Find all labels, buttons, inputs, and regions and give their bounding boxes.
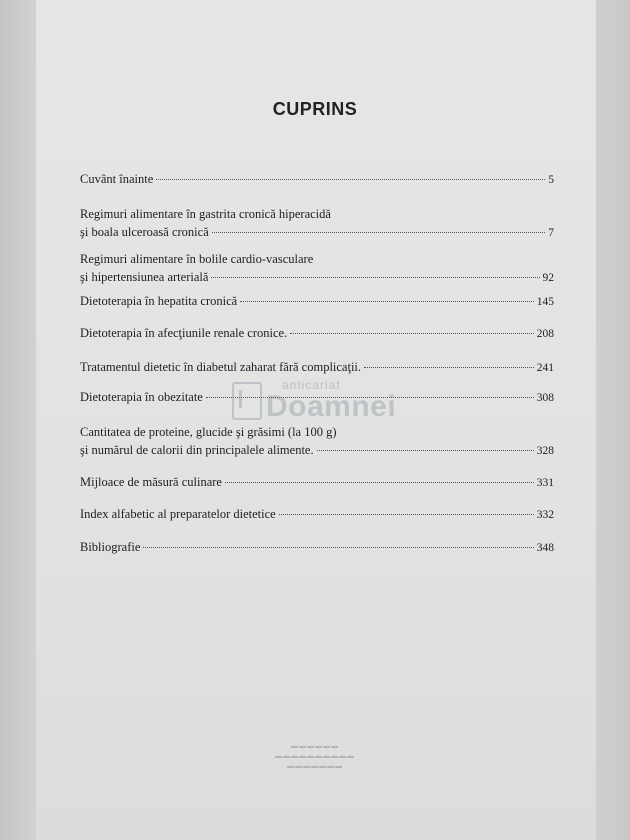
toc-entry-title: Dietoterapia în obezitate: [80, 390, 203, 404]
toc-entry: [80, 388, 554, 407]
dot-leader: [225, 482, 534, 483]
toc-entry-row: [80, 223, 554, 242]
toc-entry-title: Dietoterapia în afecţiunile renale cronice.: [80, 326, 288, 340]
toc-entry-title: şi numărul de calorii din principalele alimente.: [80, 443, 314, 457]
toc-entry-row: [80, 538, 554, 557]
dot-leader: [206, 397, 534, 398]
toc-entry-row: [80, 505, 554, 524]
watermark-big-text: Doamnei: [266, 390, 397, 423]
toc-page-number: 92: [542, 272, 554, 284]
toc-entry-title: Cuvânt înainte: [80, 172, 154, 186]
toc-entry-title: Bibliografie: [80, 540, 141, 554]
toc-entry: [80, 170, 554, 189]
toc-entry-row: [80, 170, 554, 189]
page-right-edge: [596, 0, 630, 840]
toc-entry-title: Tratamentul dietetic în diabetul zaharat fără complicaţii.: [80, 360, 362, 374]
dot-leader: [143, 547, 533, 548]
dot-leader: [156, 179, 545, 180]
toc-page-number: 328: [536, 445, 554, 457]
dot-leader: [317, 450, 534, 451]
toc-page-number: 208: [536, 328, 554, 340]
toc-entry: [80, 473, 554, 492]
watermark-small-text: anticariat: [282, 378, 341, 392]
toc-entry: [80, 358, 554, 377]
toc-entry-row: [80, 268, 554, 287]
toc-page-number: 5: [548, 174, 554, 186]
toc-entry: [80, 205, 554, 242]
toc-entry-row: [80, 473, 554, 492]
toc-entry-row: [80, 358, 554, 377]
dot-leader: [240, 301, 534, 302]
dot-leader: [211, 277, 539, 278]
toc-entry-title-line: Regimuri alimentare în bolile cardio-vasculare: [80, 252, 314, 266]
toc-entry-row: [80, 324, 554, 343]
toc-entry-title: Dietoterapia în hepatita cronică: [80, 294, 238, 308]
dot-leader: [212, 232, 545, 233]
toc-entry-row: [80, 388, 554, 407]
toc-page-number: 145: [536, 296, 554, 308]
toc-page-number: 308: [536, 392, 554, 404]
toc-entry-title: şi boala ulceroasă cronică: [80, 225, 209, 239]
toc-entry: [80, 250, 554, 287]
faded-stamp: ▬▬▬▬▬▬ ▬▬▬▬▬▬▬▬▬▬ ▬▬▬▬▬▬▬: [275, 743, 355, 770]
toc-entry: [80, 292, 554, 311]
toc-page-number: 7: [548, 227, 554, 239]
toc-page-number: 241: [536, 362, 554, 374]
toc-entry-row: [80, 292, 554, 311]
toc-entry-title: şi hipertensiunea arterială: [80, 270, 209, 284]
toc-page-number: 348: [536, 542, 554, 554]
dot-leader: [279, 514, 534, 515]
page-title: CUPRINS: [272, 99, 358, 119]
toc-entry-title: Index alfabetic al preparatelor dietetice: [80, 507, 276, 521]
dot-leader: [290, 333, 534, 334]
toc-entry-title-line: Cantitatea de proteine, glucide şi grăsimi (la 100 g): [80, 425, 337, 439]
toc-entry: [80, 324, 554, 343]
toc-entry-title: Mijloace de măsură culinare: [80, 475, 222, 489]
dot-leader: [364, 367, 534, 368]
toc-page-number: 331: [536, 477, 554, 489]
toc-entry: [80, 538, 554, 557]
toc-entry: [80, 505, 554, 524]
toc-page-number: 332: [536, 509, 554, 521]
toc-entry-row: [80, 441, 554, 460]
toc-entry-title-line: Regimuri alimentare în gastrita cronică hiperacidă: [80, 207, 331, 221]
page-left-edge: [0, 0, 36, 840]
book-page: [36, 0, 596, 840]
toc-entry: [80, 423, 554, 460]
